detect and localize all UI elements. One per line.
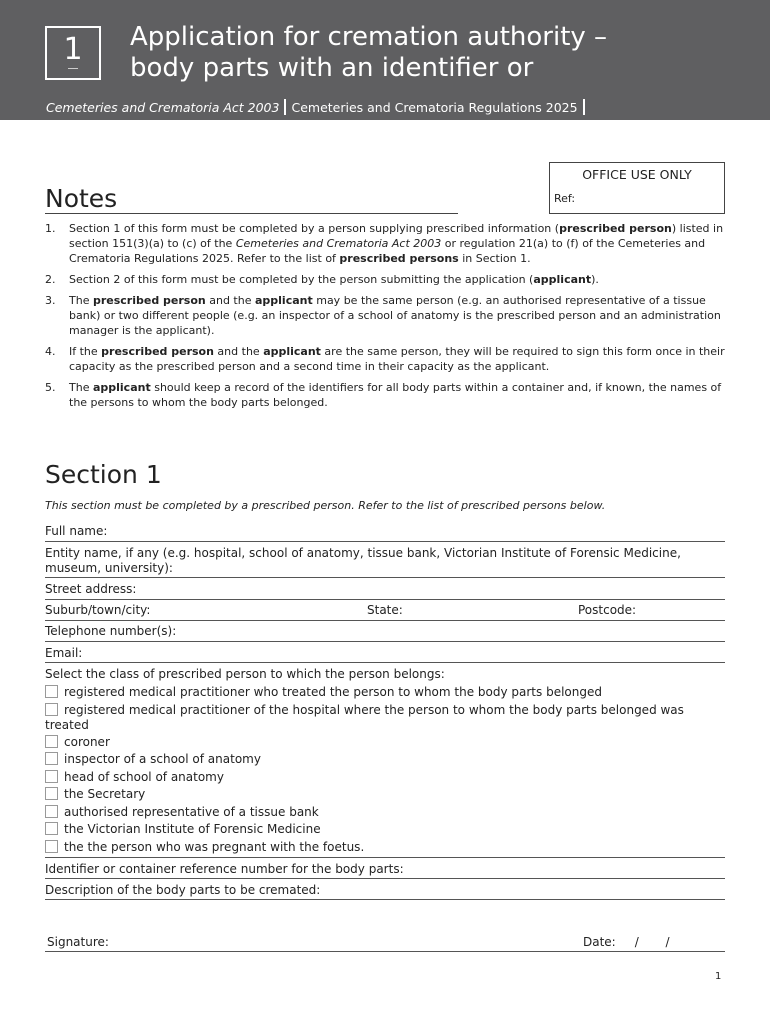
title-line-1: Application for cremation authority – [130, 22, 608, 52]
signature-line [45, 951, 725, 952]
date-label[interactable]: Date: / / [583, 935, 670, 949]
title-line-2: body parts with an identifier or [130, 53, 534, 83]
note-item: 2. Section 2 of this form must be completed by the person submitting the application (applicant). [45, 273, 599, 286]
option-forensic-medicine[interactable]: the Victorian Institute of Forensic Medicine [45, 822, 725, 837]
option-head-anatomy[interactable]: head of school of anatomy [45, 770, 725, 785]
checkbox[interactable] [45, 752, 58, 765]
checkbox[interactable] [45, 805, 58, 818]
option-secretary[interactable]: the Secretary [45, 787, 725, 802]
entity-name-field[interactable] [45, 546, 725, 578]
office-use-heading: OFFICE USE ONLY [582, 167, 692, 182]
section1-intro: This section must be completed by a prescribed person. Refer to the list of prescribed persons below. [45, 499, 606, 512]
state-label[interactable]: State: [367, 603, 403, 617]
notes-heading: Notes [45, 184, 118, 213]
form-number-box [45, 26, 101, 80]
street-address-label: Street address: [45, 582, 137, 596]
checkbox[interactable] [45, 787, 58, 800]
checkbox[interactable] [45, 735, 58, 748]
telephone-label: Telephone number(s): [45, 624, 177, 638]
suburb-label[interactable]: Suburb/town/city: [45, 603, 151, 617]
note-item: 1. Section 1 of this form must be completed by a person supplying prescribed information (prescribed person) listed in section 151(3)(a) to (c) of the Cemeteries and Crematoria Act 2003 or regulation 21(a) to (f) of the Cemeteries and Crematoria Regulations 2025. Refer to the list of prescribed persons in Section 1. [45, 222, 724, 265]
checkbox[interactable] [45, 840, 58, 853]
full-name-field[interactable] [45, 524, 725, 542]
checkbox[interactable] [45, 822, 58, 835]
description-field[interactable] [45, 883, 725, 900]
identifier-label: Identifier or container reference number for the body parts: [45, 862, 404, 876]
suburb-state-postcode-row [45, 603, 725, 621]
header-banner [0, 0, 770, 120]
option-inspector-anatomy[interactable]: inspector of a school of anatomy [45, 752, 725, 767]
option-treating-practitioner[interactable]: registered medical practitioner who treated the person to whom the body parts belonged [45, 685, 725, 700]
street-address-field[interactable] [45, 582, 725, 600]
identifier-field[interactable] [45, 862, 725, 879]
checkbox[interactable] [45, 703, 58, 716]
checkbox[interactable] [45, 685, 58, 698]
description-label: Description of the body parts to be cremated: [45, 883, 321, 897]
office-ref-label: Ref: [554, 192, 576, 205]
option-pregnant-person[interactable]: the the person who was pregnant with the foetus. [45, 840, 725, 858]
note-item: 4. If the prescribed person and the applicant are the same person, they will be required to sign this form once in their capacity as the prescribed person and a second time in their capacity as the applicant. [45, 345, 725, 373]
legislation-line [46, 99, 590, 115]
postcode-label[interactable]: Postcode: [578, 603, 637, 617]
form-number-underline [68, 68, 78, 69]
notes-list [45, 221, 725, 416]
checkbox[interactable] [45, 770, 58, 783]
email-label: Email: [45, 646, 83, 660]
telephone-field[interactable] [45, 624, 725, 642]
entity-name-label: Entity name, if any (e.g. hospital, school of anatomy, tissue bank, Victorian Institute of Forensic Medicine, museum, university): [45, 546, 681, 575]
full-name-label: Full name: [45, 524, 108, 538]
option-hospital-practitioner[interactable]: registered medical practitioner of the hospital where the person to whom the body parts belonged was treated [45, 703, 684, 732]
regulations-name: Cemeteries and Crematoria Regulations 2025 [291, 100, 578, 115]
email-field[interactable] [45, 646, 725, 663]
option-coroner[interactable]: coroner [45, 735, 725, 750]
form-title [130, 22, 607, 84]
form-number: 1 [63, 32, 83, 67]
act-name: Cemeteries and Crematoria Act 2003 [46, 100, 280, 115]
class-prompt: Select the class of prescribed person to which the person belongs: [45, 667, 445, 681]
note-item: 5. The applicant should keep a record of the identifiers for all body parts within a container and, if known, the names of the persons to whom the body parts belonged. [45, 381, 722, 409]
option-tissue-bank[interactable]: authorised representative of a tissue bank [45, 805, 725, 820]
notes-rule [45, 213, 458, 214]
note-item: 3. The prescribed person and the applicant may be the same person (e.g. an authorised representative of a tissue bank) or two different people (e.g. an inspector of a school of anatomy is the prescribed person and an administration manager is the applicant). [45, 294, 721, 337]
page-number: 1 [715, 971, 722, 982]
office-use-box [549, 162, 725, 214]
section1-heading: Section 1 [45, 460, 162, 489]
separator-bar [284, 99, 286, 115]
separator-bar [583, 99, 585, 115]
signature-label[interactable]: Signature: [47, 935, 109, 949]
